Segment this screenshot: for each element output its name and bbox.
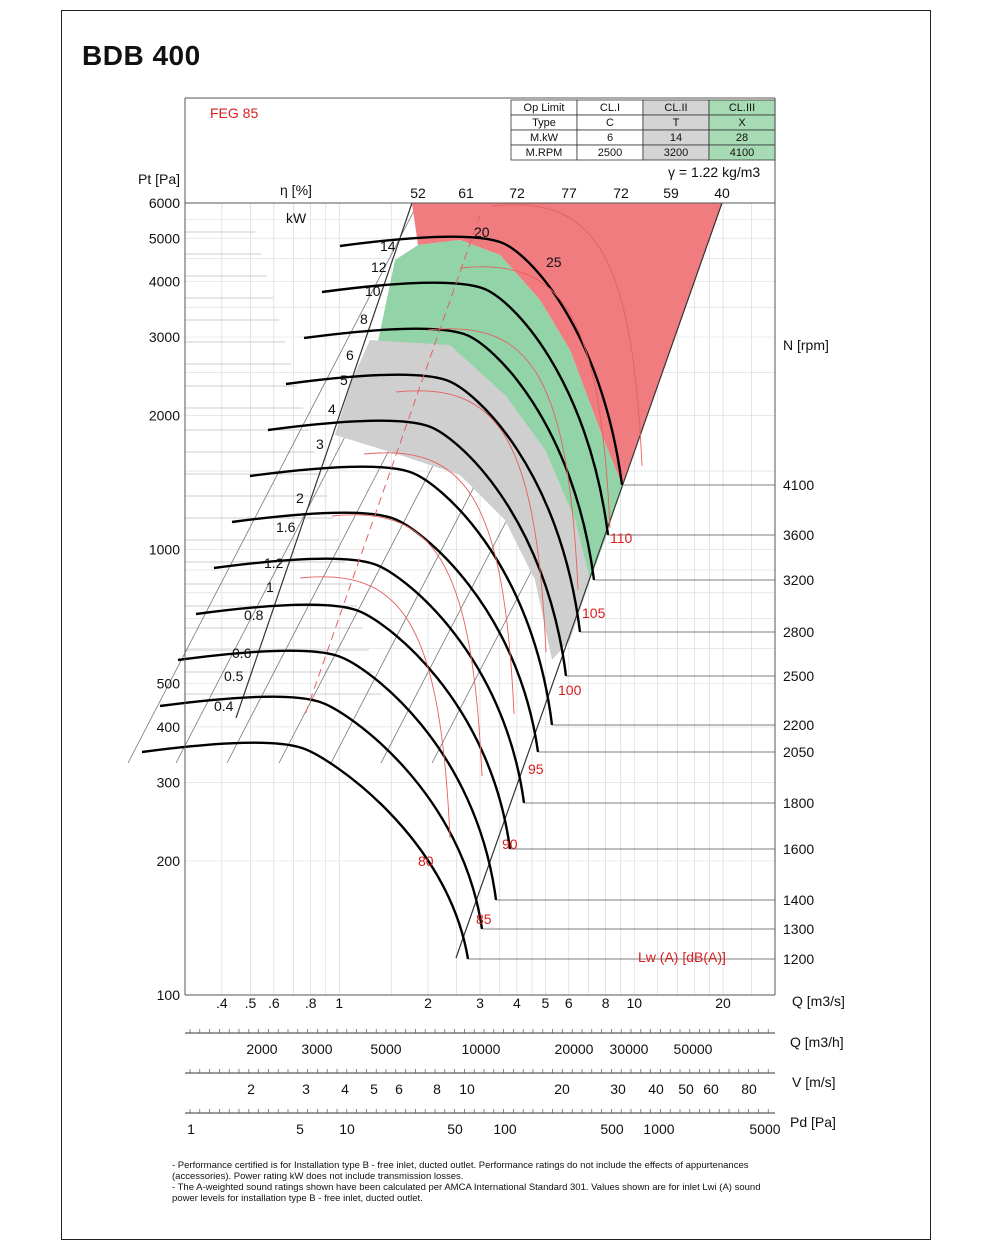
efficiency-tick-label: 77 — [561, 185, 577, 201]
op-limit-cell-text: Op Limit — [523, 102, 565, 114]
secondary-axis-title: V [m/s] — [792, 1074, 836, 1090]
rpm-tick-label: 3200 — [783, 572, 815, 588]
x-tick-label: 8 — [601, 995, 610, 1011]
rpm-tick-label: 1400 — [783, 892, 815, 908]
y-tick-label: 400 — [156, 718, 180, 735]
y-tick-label: 3000 — [148, 329, 180, 346]
power-label: 0.8 — [244, 607, 264, 623]
secondary-axis-title: Q [m3/h] — [790, 1034, 844, 1050]
x-tick-label: .4 — [216, 995, 228, 1011]
secondary-tick-label: 6 — [395, 1081, 403, 1097]
op-limit-cell-text: Type — [532, 117, 556, 129]
power-label: 20 — [474, 224, 490, 240]
secondary-tick-label: 5000 — [370, 1041, 402, 1057]
secondary-tick-label: 40 — [648, 1081, 664, 1097]
efficiency-tick-label: 72 — [509, 185, 525, 201]
rpm-tick-label: 2200 — [783, 717, 815, 733]
op-limit-cell-text: T — [672, 117, 680, 129]
sound-level-label: 90 — [502, 836, 518, 852]
op-limit-cell-text: CL.II — [664, 102, 688, 114]
rpm-tick-label: 2800 — [783, 624, 815, 640]
power-label: 4 — [328, 401, 336, 417]
op-limit-cell-text: M.RPM — [525, 147, 563, 159]
y-tick-label: 300 — [156, 774, 180, 791]
x-tick-label: .6 — [267, 995, 280, 1011]
op-limit-cell-text: M.kW — [529, 132, 559, 144]
x-tick-label: .8 — [304, 995, 317, 1011]
rpm-tick-label: 3600 — [783, 527, 815, 543]
op-limit-cell-text: 3200 — [663, 147, 689, 159]
rpm-tick-label: 1300 — [783, 921, 815, 937]
subtitle-label: FEG 85 — [210, 105, 259, 121]
rpm-tick-label: 1800 — [783, 795, 815, 811]
y-tick-label: 5000 — [148, 230, 180, 247]
fan-curve — [160, 697, 482, 929]
efficiency-tick-label: 52 — [410, 185, 426, 201]
op-limit-cell-text: CL.III — [728, 102, 756, 114]
secondary-tick-label: 500 — [600, 1121, 624, 1137]
secondary-tick-label: 50 — [447, 1121, 463, 1137]
x-tick-label: .5 — [244, 995, 257, 1011]
power-label: 2 — [296, 490, 304, 506]
x-axis-title: Q [m3/s] — [792, 993, 845, 1009]
secondary-tick-label: 80 — [741, 1081, 757, 1097]
op-limit-table — [511, 100, 775, 160]
y-tick-label: 6000 — [148, 195, 180, 211]
secondary-tick-label: 2 — [247, 1081, 255, 1097]
secondary-tick-label: 30000 — [609, 1041, 649, 1057]
power-label: 14 — [380, 238, 396, 254]
rpm-tick-label: 1600 — [783, 841, 815, 857]
power-label: 8 — [360, 311, 368, 327]
secondary-tick-label: 10 — [459, 1081, 475, 1097]
zone-left-boundary — [236, 203, 412, 718]
secondary-tick-label: 3000 — [301, 1041, 333, 1057]
efficiency-tick-label: 72 — [613, 185, 629, 201]
op-limit-cell-text: 14 — [669, 132, 683, 144]
y-tick-label: 2000 — [148, 407, 180, 424]
secondary-tick-label: 10 — [339, 1121, 355, 1137]
y-tick-label: 500 — [156, 675, 180, 692]
secondary-tick-label: 2000 — [246, 1041, 278, 1057]
secondary-tick-label: 8 — [433, 1081, 441, 1097]
y-axis-title: Pt [Pa] — [138, 171, 181, 187]
footnote-2: - The A-weighted sound ratings shown have been calculated per AMCA International Standard 301. Values shown are for inlet Lwi (A) sound power levels for installation type B - free inlet, ducted outlet. — [172, 1182, 761, 1204]
secondary-tick-label: 1000 — [643, 1121, 675, 1137]
x-tick-label: 5 — [541, 995, 550, 1011]
secondary-tick-label: 1 — [187, 1121, 195, 1137]
footnote-1: - Performance certified is for Installation type B - free inlet, ducted outlet. Performance ratings do not include the effects of appurtenances (accessories). Power rating kW does not include transmission losses. — [172, 1160, 749, 1182]
secondary-tick-label: 20 — [554, 1081, 570, 1097]
fan-curve — [178, 651, 496, 900]
footnotes — [172, 1160, 782, 1204]
power-label: 5 — [340, 372, 348, 388]
y-tick-label: 4000 — [148, 273, 180, 290]
sound-level-label: 110 — [610, 530, 633, 546]
sound-axis-title: Lw (A) [dB(A)] — [638, 949, 726, 965]
sound-level-label: 100 — [558, 682, 582, 698]
secondary-tick-label: 60 — [703, 1081, 719, 1097]
secondary-tick-label: 5 — [296, 1121, 304, 1137]
op-limit-cell-text: CL.I — [599, 102, 621, 114]
x-tick-label: 20 — [715, 995, 731, 1011]
y-tick-label: 200 — [156, 852, 180, 869]
efficiency-axis-title: η [%] — [280, 182, 312, 198]
y-tick-label: 100 — [156, 987, 180, 1003]
efficiency-tick-label: 61 — [458, 185, 474, 201]
efficiency-tick-label: 59 — [663, 185, 679, 201]
secondary-tick-label: 30 — [610, 1081, 626, 1097]
secondary-tick-label: 5000 — [749, 1121, 781, 1137]
page-title: BDB 400 — [82, 40, 201, 71]
secondary-tick-label: 50000 — [673, 1041, 713, 1057]
x-tick-label: 10 — [626, 995, 643, 1011]
rpm-tick-label: 2500 — [783, 668, 815, 684]
density-label: γ = 1.22 kg/m3 — [668, 164, 761, 180]
secondary-tick-label: 5 — [370, 1081, 378, 1097]
op-limit-cell-text: 6 — [606, 132, 614, 144]
x-tick-label: 6 — [564, 995, 573, 1011]
rpm-tick-label: 2050 — [783, 744, 815, 760]
sound-level-label: 85 — [476, 911, 492, 927]
sound-level-label: 95 — [528, 761, 544, 777]
op-limit-cell-text: C — [606, 117, 614, 129]
power-label: 1 — [266, 579, 274, 595]
power-label: 3 — [316, 436, 324, 452]
power-label: 0.6 — [232, 645, 252, 661]
x-tick-label: 4 — [512, 995, 521, 1011]
power-label: 10 — [365, 283, 381, 299]
power-label: 6 — [346, 347, 354, 363]
x-tick-label: 3 — [476, 995, 484, 1011]
op-limit-cell-text: X — [738, 117, 746, 129]
x-tick-label: 1 — [335, 995, 344, 1011]
power-label: 0.4 — [214, 698, 234, 714]
secondary-tick-label: 100 — [493, 1121, 517, 1137]
sound-level-label: 105 — [582, 605, 606, 621]
power-label: 12 — [371, 259, 387, 275]
power-label: 1.2 — [264, 555, 284, 571]
op-limit-cell-text: 4100 — [729, 147, 755, 159]
y-tick-label: 1000 — [148, 541, 180, 558]
power-label: 0.5 — [224, 668, 244, 684]
secondary-tick-label: 4 — [341, 1081, 349, 1097]
secondary-axis-title: Pd [Pa] — [790, 1114, 836, 1130]
secondary-tick-label: 3 — [302, 1081, 310, 1097]
rpm-tick-label: 1200 — [783, 951, 815, 967]
power-axis-title: kW — [286, 210, 307, 226]
operating-class-zones — [236, 203, 722, 958]
op-limit-cell-text: 28 — [735, 132, 749, 144]
fan-curve — [142, 743, 468, 959]
x-tick-label: 2 — [424, 995, 432, 1011]
secondary-tick-label: 10000 — [461, 1041, 501, 1057]
op-limit-cell-text: 2500 — [597, 147, 623, 159]
sound-level-label: 80 — [418, 853, 434, 869]
secondary-tick-label: 20000 — [554, 1041, 594, 1057]
efficiency-tick-label: 40 — [714, 185, 730, 201]
rpm-axis-title: N [rpm] — [783, 337, 829, 353]
power-label: 1.6 — [276, 519, 296, 535]
power-label: 25 — [546, 254, 562, 270]
rpm-tick-label: 4100 — [783, 477, 815, 493]
secondary-tick-label: 50 — [678, 1081, 694, 1097]
